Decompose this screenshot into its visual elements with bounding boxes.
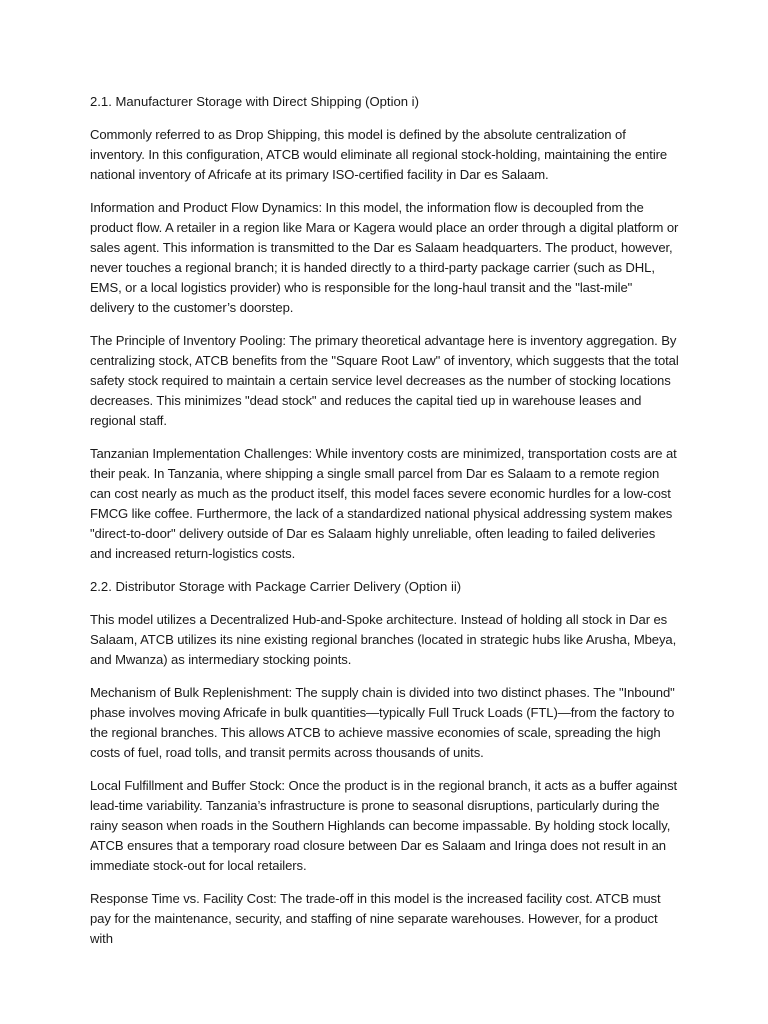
section-heading-2-2: 2.2. Distributor Storage with Package Carrier Delivery (Option ii) [90,579,462,594]
paragraph-local-fulfillment: Local Fulfillment and Buffer Stock: Once the product is in the regional branch, it acts as a buffer against lead-time variability. Tanzania’s infrastructure is prone to seasonal disruptions, particularly during the rainy season when roads in the Southern Highlands can become impassable. By holding stock locally, ATCB ensures that a temporary road closure between Dar es Salaam and Iringa does not result in an immediate stock-out for local retailers. [90,778,678,873]
paragraph-response-time-vs-cost: Response Time vs. Facility Cost: The trade-off in this model is the increased facility cost. ATCB must pay for the maintenance, security, and staffing of nine separate warehouses. However, for a product with [90,891,661,946]
paragraph-tanzanian-challenges: Tanzanian Implementation Challenges: While inventory costs are minimized, transportation costs are at their peak. In Tanzania, where shipping a single small parcel from Dar es Salaam to a remote region can cost nearly as much as the product itself, this model faces severe economic hurdles for a low-cost FMCG like coffee. Furthermore, the lack of a standardized national physical addressing system makes "direct-to-door" delivery outside of Dar es Salaam highly unreliable, often leading to failed deliveries and increased return-logistics costs. [90,446,677,561]
paragraph-information-product-flow: Information and Product Flow Dynamics: In this model, the information flow is decoupled from the product flow. A retailer in a region like Mara or Kagera would place an order through a digital platform or sales agent. This information is transmitted to the Dar es Salaam headquarters. The product, however, never touches a regional branch; it is handed directly to a third-party package carrier (such as DHL, EMS, or a local logistics provider) who is responsible for the long-haul transit and the "last-mile" delivery to the customer’s doorstep. [90,200,679,315]
document-body [90,92,680,962]
paragraph-bulk-replenishment: Mechanism of Bulk Replenishment: The supply chain is divided into two distinct phases. The "Inbound" phase involves moving Africafe in bulk quantities—typically Full Truck Loads (FTL)—from the factory to the regional branches. This allows ATCB to achieve massive economies of scale, spreading the high costs of fuel, road tolls, and transit permits across thousands of units. [90,685,675,760]
paragraph-inventory-pooling: The Principle of Inventory Pooling: The primary theoretical advantage here is inventory aggregation. By centralizing stock, ATCB benefits from the "Square Root Law" of inventory, which suggests that the total safety stock required to maintain a certain service level decreases as the number of stocking locations decreases. This minimizes "dead stock" and reduces the capital tied up in warehouse leases and regional staff. [90,333,679,428]
section-heading-2-1: 2.1. Manufacturer Storage with Direct Shipping (Option i) [90,94,419,109]
paragraph-drop-shipping-intro: Commonly referred to as Drop Shipping, this model is defined by the absolute centralization of inventory. In this configuration, ATCB would eliminate all regional stock-holding, maintaining the entire national inventory of Africafe at its primary ISO-certified facility in Dar es Salaam. [90,127,668,182]
paragraph-hub-and-spoke: This model utilizes a Decentralized Hub-and-Spoke architecture. Instead of holding all stock in Dar es Salaam, ATCB utilizes its nine existing regional branches (located in strategic hubs like Arusha, Mbeya, and Mwanza) as intermediary stocking points. [90,612,677,667]
